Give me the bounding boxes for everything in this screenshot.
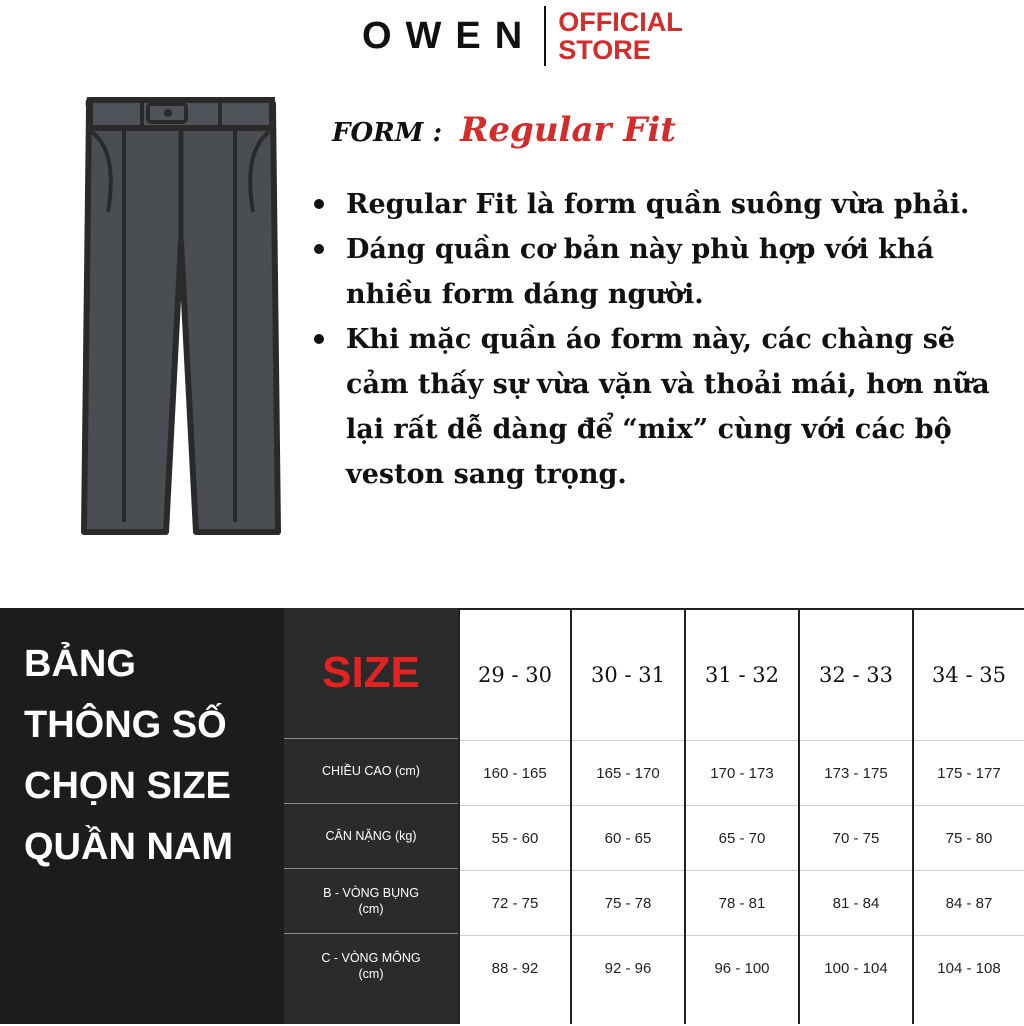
size-column — [798, 610, 912, 1024]
table-cell: 72 - 75 — [460, 870, 570, 935]
description-item: Regular Fit là form quần suông vừa phải. — [310, 182, 1010, 227]
description-list — [310, 182, 1010, 497]
title-line: QUẦN NAM — [24, 826, 233, 868]
description-item: Khi mặc quần áo form này, các chàng sẽ cảm thấy sự vừa vặn và thoải mái, hơn nữa lại rất dễ dàng để “mix” cùng với các bộ veston sang trọng. — [310, 317, 1010, 497]
brand-logo — [362, 4, 683, 68]
table-cell: 165 - 170 — [572, 740, 684, 805]
size-column — [458, 610, 570, 1024]
size-values-grid — [458, 608, 1024, 1026]
size-chart-title — [0, 608, 284, 1024]
table-cell: 173 - 175 — [800, 740, 912, 805]
table-cell: 175 - 177 — [914, 740, 1024, 805]
table-cell: 75 - 80 — [914, 805, 1024, 870]
official-store-label — [558, 8, 682, 64]
title-line: THÔNG SỐ — [24, 704, 227, 746]
form-value: Regular Fit — [460, 110, 676, 150]
size-chart-table — [0, 608, 1024, 1024]
table-cell: 70 - 75 — [800, 805, 912, 870]
size-header-cell: 31 - 32 — [705, 663, 779, 687]
row-label-weight: CÂN NẶNG (kg) — [284, 803, 458, 868]
table-cell: 78 - 81 — [686, 870, 798, 935]
size-header: SIZE — [322, 648, 420, 697]
size-header-cell: 32 - 33 — [819, 663, 893, 687]
size-column — [570, 610, 684, 1024]
pants-icon — [78, 92, 284, 542]
table-cell: 92 - 96 — [572, 935, 684, 1000]
row-label-height: CHIỀU CAO (cm) — [284, 738, 458, 803]
table-cell: 100 - 104 — [800, 935, 912, 1000]
form-label: FORM : — [332, 118, 443, 148]
form-heading — [332, 110, 676, 150]
logo-divider — [544, 6, 546, 66]
brand-name: OWEN — [362, 14, 537, 57]
size-header-cell: 29 - 30 — [478, 663, 552, 687]
title-line: CHỌN SIZE — [24, 765, 231, 807]
row-label-column — [284, 608, 458, 1024]
size-column — [912, 610, 1024, 1024]
table-cell: 160 - 165 — [460, 740, 570, 805]
size-column — [684, 610, 798, 1024]
table-cell: 170 - 173 — [686, 740, 798, 805]
row-label-waist: B - VÒNG BỤNG (cm) — [284, 868, 458, 933]
table-cell: 55 - 60 — [460, 805, 570, 870]
table-cell: 75 - 78 — [572, 870, 684, 935]
table-cell: 84 - 87 — [914, 870, 1024, 935]
table-cell: 81 - 84 — [800, 870, 912, 935]
title-line: BẢNG — [24, 643, 136, 685]
description-item: Dáng quần cơ bản này phù hợp với khá nhiều form dáng người. — [310, 227, 1010, 317]
table-cell: 88 - 92 — [460, 935, 570, 1000]
table-cell: 96 - 100 — [686, 935, 798, 1000]
row-label-hip: C - VÒNG MÔNG (cm) — [284, 933, 458, 998]
size-header-cell: 34 - 35 — [932, 663, 1006, 687]
table-cell: 65 - 70 — [686, 805, 798, 870]
size-header-cell: 30 - 31 — [591, 663, 665, 687]
table-cell: 60 - 65 — [572, 805, 684, 870]
store-line-2: STORE — [558, 35, 651, 65]
store-line-1: OFFICIAL — [558, 7, 683, 37]
table-cell: 104 - 108 — [914, 935, 1024, 1000]
